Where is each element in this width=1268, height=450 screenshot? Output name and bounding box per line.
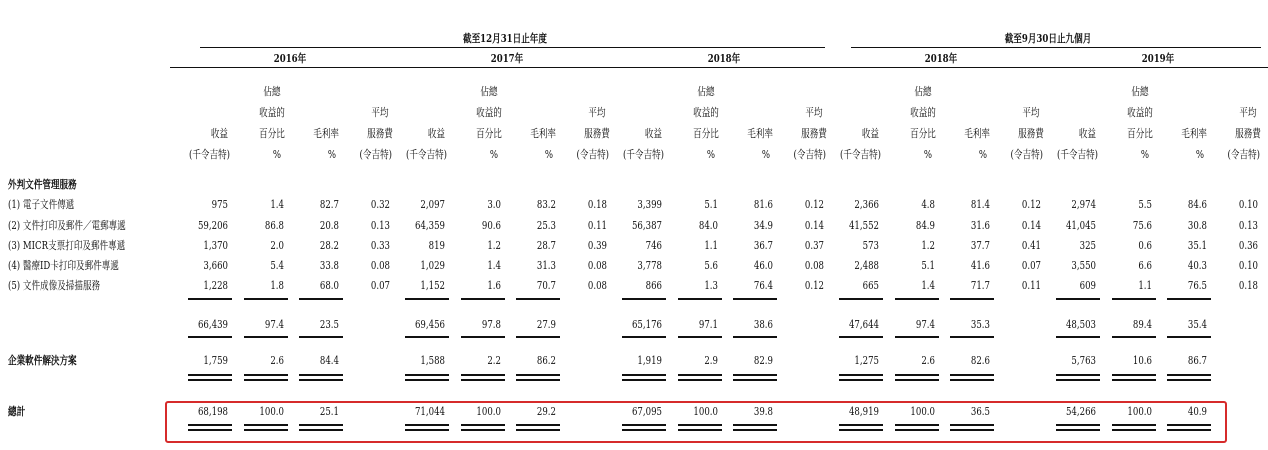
col-header-unit-margin: % — [761, 148, 770, 161]
table-cell: 82.7 — [319, 198, 339, 211]
table-cell: 5.5 — [1138, 198, 1152, 211]
subtotal-rule — [1056, 298, 1100, 300]
table-cell: 0.08 — [587, 259, 607, 272]
col-header-unit-revenue: (千令吉特) — [1056, 148, 1098, 161]
enterprise-cell: 84.4 — [319, 354, 339, 367]
col-header-pct: 佔總 — [263, 85, 281, 98]
table-cell: 0.14 — [804, 219, 824, 232]
col-header-margin: 毛利率 — [964, 127, 990, 140]
enterprise-cell: 82.6 — [970, 354, 990, 367]
subtotal-cell: 97.1 — [698, 318, 718, 331]
table-cell: 37.7 — [970, 239, 990, 252]
table-cell: 1.1 — [704, 239, 718, 252]
table-cell: 5.6 — [704, 259, 718, 272]
enterprise-double-rule — [839, 374, 883, 381]
col-header-fee: 平均 — [588, 106, 606, 119]
enterprise-cell: 1,919 — [637, 354, 662, 367]
subtotal-underline — [1056, 336, 1100, 338]
total-double-rule — [1112, 424, 1156, 431]
table-cell: 5.1 — [921, 259, 935, 272]
col-header-margin: 毛利率 — [313, 127, 339, 140]
table-cell: 0.6 — [1138, 239, 1152, 252]
total-double-rule — [895, 424, 939, 431]
table-cell: 0.32 — [370, 198, 390, 211]
total-double-rule — [950, 424, 994, 431]
col-header-unit-fee: (令吉特) — [793, 148, 826, 161]
table-cell: 4.8 — [921, 198, 935, 211]
year-underline — [1038, 67, 1268, 68]
enterprise-cell: 1,759 — [203, 354, 228, 367]
enterprise-cell: 86.7 — [1187, 354, 1207, 367]
subtotal-cell: 89.4 — [1132, 318, 1152, 331]
subtotal-underline — [299, 336, 343, 338]
col-header-pct: 收益的 — [910, 106, 936, 119]
table-cell: 0.11 — [587, 219, 607, 232]
total-cell: 36.5 — [970, 405, 990, 418]
subtotal-underline — [839, 336, 883, 338]
enterprise-double-rule — [895, 374, 939, 381]
table-cell: 41,045 — [1065, 219, 1096, 232]
table-cell: 746 — [645, 239, 662, 252]
enterprise-double-rule — [405, 374, 449, 381]
table-cell: 0.41 — [1021, 239, 1041, 252]
subtotal-rule — [1112, 298, 1156, 300]
total-cell: 100.0 — [476, 405, 501, 418]
table-cell: 1.2 — [921, 239, 935, 252]
subtotal-underline — [895, 336, 939, 338]
table-cell: 3.0 — [487, 198, 501, 211]
subtotal-cell: 35.3 — [970, 318, 990, 331]
table-cell: 866 — [645, 279, 662, 292]
subtotal-underline — [1112, 336, 1156, 338]
period-underline-annual — [200, 47, 825, 48]
subtotal-underline — [950, 336, 994, 338]
col-header-fee: 服務費 — [801, 127, 827, 140]
col-header-unit-pct: % — [489, 148, 498, 161]
enterprise-cell: 2.6 — [270, 354, 284, 367]
col-header-unit-margin: % — [1195, 148, 1204, 161]
table-cell: 0.36 — [1238, 239, 1258, 252]
col-header-pct: 佔總 — [480, 85, 498, 98]
total-cell: 100.0 — [693, 405, 718, 418]
col-header-pct: 佔總 — [1131, 85, 1149, 98]
enterprise-cell: 2.9 — [704, 354, 718, 367]
table-cell: 86.8 — [264, 219, 284, 232]
total-double-rule — [188, 424, 232, 431]
col-header-unit-revenue: (千令吉特) — [839, 148, 881, 161]
table-cell: 25.3 — [536, 219, 556, 232]
col-header-pct: 收益的 — [693, 106, 719, 119]
table-cell: 0.14 — [1021, 219, 1041, 232]
period-underline-nine-months — [851, 47, 1261, 48]
enterprise-double-rule — [622, 374, 666, 381]
subtotal-cell: 48,503 — [1065, 318, 1096, 331]
table-cell: 84.9 — [915, 219, 935, 232]
total-double-rule — [461, 424, 505, 431]
table-cell: 3,550 — [1071, 259, 1096, 272]
table-cell: 1.3 — [704, 279, 718, 292]
total-double-rule — [733, 424, 777, 431]
enterprise-double-rule — [188, 374, 232, 381]
table-cell: 1,152 — [420, 279, 445, 292]
enterprise-cell: 1,588 — [420, 354, 445, 367]
table-cell: 0.08 — [370, 259, 390, 272]
total-cell: 100.0 — [910, 405, 935, 418]
total-cell: 40.9 — [1187, 405, 1207, 418]
table-cell: 40.3 — [1187, 259, 1207, 272]
table-cell: 34.9 — [753, 219, 773, 232]
table-cell: 1.4 — [270, 198, 284, 211]
table-cell: 2,366 — [854, 198, 879, 211]
col-header-pct: 百分比 — [910, 127, 936, 140]
col-header-revenue: 收益 — [644, 127, 662, 140]
table-cell: 0.08 — [804, 259, 824, 272]
subtotal-underline — [678, 336, 722, 338]
table-cell: 0.12 — [804, 279, 824, 292]
enterprise-cell: 2.6 — [921, 354, 935, 367]
col-header-unit-fee: (令吉特) — [576, 148, 609, 161]
row-label: (2) 文件打印及郵件／電郵專遞 — [8, 219, 126, 232]
subtotal-cell: 65,176 — [631, 318, 662, 331]
period-header-annual: 截至12月31日止年度 — [463, 32, 547, 45]
subtotal-underline — [1167, 336, 1211, 338]
table-cell: 0.10 — [1238, 198, 1258, 211]
col-header-pct: 收益的 — [259, 106, 285, 119]
subtotal-underline — [461, 336, 505, 338]
total-double-rule — [1167, 424, 1211, 431]
col-header-pct: 收益的 — [1127, 106, 1153, 119]
table-cell: 0.33 — [370, 239, 390, 252]
table-cell: 28.7 — [536, 239, 556, 252]
subtotal-rule — [188, 298, 232, 300]
enterprise-double-rule — [461, 374, 505, 381]
col-header-revenue: 收益 — [1078, 127, 1096, 140]
col-header-pct: 佔總 — [697, 85, 715, 98]
table-cell: 76.5 — [1187, 279, 1207, 292]
table-cell: 1.4 — [487, 259, 501, 272]
table-cell: 975 — [211, 198, 228, 211]
table-cell: 46.0 — [753, 259, 773, 272]
subtotal-rule — [1167, 298, 1211, 300]
enterprise-double-rule — [1112, 374, 1156, 381]
total-cell: 54,266 — [1065, 405, 1096, 418]
subtotal-underline — [188, 336, 232, 338]
total-double-rule — [299, 424, 343, 431]
col-header-pct: 收益的 — [476, 106, 502, 119]
table-cell: 0.07 — [370, 279, 390, 292]
table-cell: 2,974 — [1071, 198, 1096, 211]
section-heading-total: 總計 — [8, 405, 26, 418]
table-cell: 0.12 — [1021, 198, 1041, 211]
table-cell: 31.3 — [536, 259, 556, 272]
year-underline — [170, 67, 400, 68]
subtotal-rule — [461, 298, 505, 300]
col-header-pct: 百分比 — [693, 127, 719, 140]
subtotal-rule — [895, 298, 939, 300]
subtotal-cell: 66,439 — [197, 318, 228, 331]
total-cell: 67,095 — [631, 405, 662, 418]
col-header-unit-fee: (令吉特) — [359, 148, 392, 161]
total-double-rule — [516, 424, 560, 431]
table-cell: 0.12 — [804, 198, 824, 211]
year-header: 2019年 — [1141, 52, 1175, 65]
subtotal-rule — [299, 298, 343, 300]
table-cell: 0.39 — [587, 239, 607, 252]
section-heading-outsourced: 外判文件管理服務 — [8, 178, 77, 191]
total-cell: 100.0 — [1127, 405, 1152, 418]
table-cell: 28.2 — [319, 239, 339, 252]
year-header: 2016年 — [273, 52, 307, 65]
col-header-fee: 服務費 — [1235, 127, 1261, 140]
year-underline — [821, 67, 1051, 68]
subtotal-cell: 97.4 — [915, 318, 935, 331]
total-double-rule — [678, 424, 722, 431]
table-cell: 0.18 — [1238, 279, 1258, 292]
year-header: 2017年 — [490, 52, 524, 65]
enterprise-cell: 10.6 — [1132, 354, 1152, 367]
table-cell: 75.6 — [1132, 219, 1152, 232]
total-cell: 71,044 — [414, 405, 445, 418]
table-cell: 1.2 — [487, 239, 501, 252]
table-cell: 665 — [862, 279, 879, 292]
total-cell: 100.0 — [259, 405, 284, 418]
col-header-unit-revenue: (千令吉特) — [405, 148, 447, 161]
subtotal-cell: 97.8 — [481, 318, 501, 331]
table-cell: 76.4 — [753, 279, 773, 292]
table-cell: 35.1 — [1187, 239, 1207, 252]
table-cell: 819 — [428, 239, 445, 252]
enterprise-cell: 1,275 — [854, 354, 879, 367]
enterprise-double-rule — [678, 374, 722, 381]
year-underline — [604, 67, 834, 68]
col-header-unit-margin: % — [327, 148, 336, 161]
subtotal-underline — [516, 336, 560, 338]
subtotal-underline — [733, 336, 777, 338]
enterprise-cell: 2.2 — [487, 354, 501, 367]
enterprise-double-rule — [299, 374, 343, 381]
col-header-unit-margin: % — [544, 148, 553, 161]
table-cell: 6.6 — [1138, 259, 1152, 272]
table-cell: 81.4 — [970, 198, 990, 211]
col-header-fee: 服務費 — [367, 127, 393, 140]
row-label: (1) 電子文件傳遞 — [8, 198, 75, 211]
table-cell: 90.6 — [481, 219, 501, 232]
subtotal-cell: 38.6 — [753, 318, 773, 331]
total-double-rule — [1056, 424, 1100, 431]
table-cell: 1.1 — [1138, 279, 1152, 292]
total-cell: 25.1 — [319, 405, 339, 418]
subtotal-rule — [516, 298, 560, 300]
table-cell: 0.07 — [1021, 259, 1041, 272]
table-cell: 1.4 — [921, 279, 935, 292]
table-cell: 41,552 — [848, 219, 879, 232]
total-double-rule — [405, 424, 449, 431]
col-header-unit-revenue: (千令吉特) — [622, 148, 664, 161]
table-cell: 71.7 — [970, 279, 990, 292]
table-cell: 70.7 — [536, 279, 556, 292]
table-cell: 1,370 — [203, 239, 228, 252]
table-cell: 83.2 — [536, 198, 556, 211]
col-header-fee: 平均 — [805, 106, 823, 119]
col-header-pct: 百分比 — [1127, 127, 1153, 140]
col-header-pct: 百分比 — [476, 127, 502, 140]
col-header-unit-revenue: (千令吉特) — [188, 148, 230, 161]
year-header: 2018年 — [924, 52, 958, 65]
table-cell: 1.6 — [487, 279, 501, 292]
subtotal-rule — [678, 298, 722, 300]
enterprise-cell: 5,763 — [1071, 354, 1096, 367]
table-cell: 0.18 — [587, 198, 607, 211]
table-cell: 0.37 — [804, 239, 824, 252]
table-cell: 3,399 — [637, 198, 662, 211]
total-double-rule — [622, 424, 666, 431]
col-header-margin: 毛利率 — [530, 127, 556, 140]
col-header-margin: 毛利率 — [1181, 127, 1207, 140]
table-cell: 1,228 — [203, 279, 228, 292]
table-cell: 59,206 — [197, 219, 228, 232]
table-cell: 5.4 — [270, 259, 284, 272]
enterprise-double-rule — [950, 374, 994, 381]
table-cell: 0.10 — [1238, 259, 1258, 272]
subtotal-rule — [244, 298, 288, 300]
enterprise-double-rule — [244, 374, 288, 381]
subtotal-cell: 27.9 — [536, 318, 556, 331]
col-header-revenue: 收益 — [427, 127, 445, 140]
year-header: 2018年 — [707, 52, 741, 65]
table-cell: 3,778 — [637, 259, 662, 272]
table-cell: 0.13 — [370, 219, 390, 232]
enterprise-cell: 86.2 — [536, 354, 556, 367]
col-header-unit-pct: % — [1140, 148, 1149, 161]
col-header-pct: 佔總 — [914, 85, 932, 98]
subtotal-cell: 47,644 — [848, 318, 879, 331]
table-cell: 2.0 — [270, 239, 284, 252]
subtotal-cell: 35.4 — [1187, 318, 1207, 331]
table-cell: 84.0 — [698, 219, 718, 232]
table-cell: 81.6 — [753, 198, 773, 211]
subtotal-cell: 69,456 — [414, 318, 445, 331]
total-double-rule — [244, 424, 288, 431]
table-cell: 31.6 — [970, 219, 990, 232]
year-underline — [387, 67, 617, 68]
table-cell: 20.8 — [319, 219, 339, 232]
table-cell: 30.8 — [1187, 219, 1207, 232]
col-header-unit-fee: (令吉特) — [1227, 148, 1260, 161]
section-heading-enterprise: 企業軟件解決方案 — [8, 354, 77, 367]
enterprise-double-rule — [1167, 374, 1211, 381]
table-cell: 3,660 — [203, 259, 228, 272]
col-header-pct: 百分比 — [259, 127, 285, 140]
table-cell: 609 — [1079, 279, 1096, 292]
table-cell: 68.0 — [319, 279, 339, 292]
subtotal-rule — [839, 298, 883, 300]
subtotal-rule — [950, 298, 994, 300]
subtotal-cell: 23.5 — [319, 318, 339, 331]
subtotal-underline — [244, 336, 288, 338]
table-cell: 56,387 — [631, 219, 662, 232]
total-cell: 29.2 — [536, 405, 556, 418]
row-label: (5) 文件成像及掃描服務 — [8, 279, 101, 292]
table-cell: 1,029 — [420, 259, 445, 272]
row-label: (4) 醫療ID卡打印及郵件專遞 — [8, 259, 119, 272]
total-double-rule — [839, 424, 883, 431]
subtotal-rule — [733, 298, 777, 300]
subtotal-rule — [405, 298, 449, 300]
subtotal-underline — [622, 336, 666, 338]
table-cell: 573 — [862, 239, 879, 252]
subtotal-cell: 97.4 — [264, 318, 284, 331]
table-cell: 84.6 — [1187, 198, 1207, 211]
subtotal-rule — [622, 298, 666, 300]
table-cell: 5.1 — [704, 198, 718, 211]
row-label: (3) MICR支票打印及郵件專遞 — [8, 239, 126, 252]
total-cell: 68,198 — [197, 405, 228, 418]
enterprise-cell: 82.9 — [753, 354, 773, 367]
table-cell: 33.8 — [319, 259, 339, 272]
col-header-fee: 服務費 — [584, 127, 610, 140]
table-cell: 2,488 — [854, 259, 879, 272]
table-cell: 0.08 — [587, 279, 607, 292]
table-cell: 2,097 — [420, 198, 445, 211]
col-header-unit-margin: % — [978, 148, 987, 161]
table-cell: 36.7 — [753, 239, 773, 252]
col-header-unit-pct: % — [706, 148, 715, 161]
col-header-unit-fee: (令吉特) — [1010, 148, 1043, 161]
table-cell: 1.8 — [270, 279, 284, 292]
period-header-nine-months: 截至9月30日止九個月 — [1004, 32, 1092, 45]
col-header-fee: 平均 — [371, 106, 389, 119]
enterprise-double-rule — [516, 374, 560, 381]
col-header-fee: 平均 — [1022, 106, 1040, 119]
table-cell: 0.11 — [1021, 279, 1041, 292]
table-cell: 64,359 — [414, 219, 445, 232]
total-cell: 39.8 — [753, 405, 773, 418]
col-header-margin: 毛利率 — [747, 127, 773, 140]
col-header-revenue: 收益 — [210, 127, 228, 140]
enterprise-double-rule — [733, 374, 777, 381]
table-cell: 41.6 — [970, 259, 990, 272]
enterprise-double-rule — [1056, 374, 1100, 381]
col-header-revenue: 收益 — [861, 127, 879, 140]
subtotal-underline — [405, 336, 449, 338]
col-header-unit-pct: % — [272, 148, 281, 161]
table-cell: 325 — [1079, 239, 1096, 252]
col-header-fee: 服務費 — [1018, 127, 1044, 140]
table-cell: 0.13 — [1238, 219, 1258, 232]
col-header-fee: 平均 — [1239, 106, 1257, 119]
total-cell: 48,919 — [848, 405, 879, 418]
col-header-unit-pct: % — [923, 148, 932, 161]
